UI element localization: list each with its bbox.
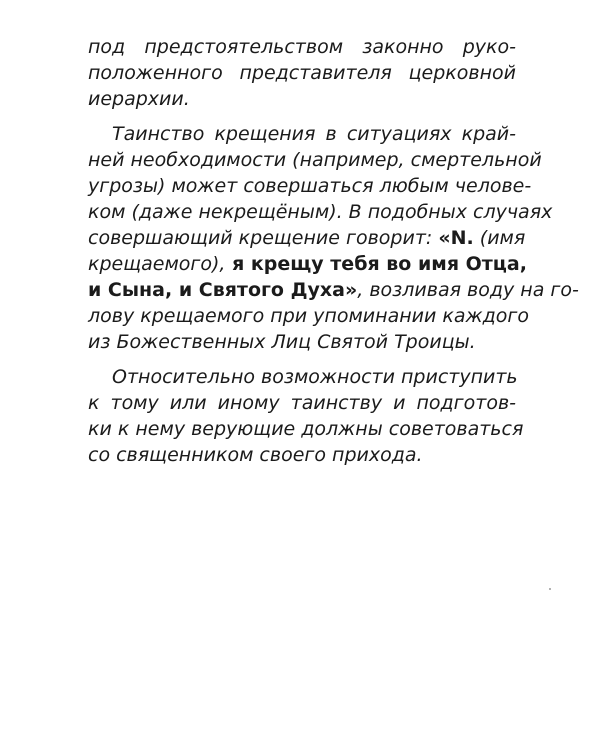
text-line [88,225,526,251]
paragraph-2 [88,121,579,355]
scan-speck [549,588,551,590]
text-fragment: совершающий крещение говорит: [88,227,439,249]
bold-fragment: и Сына, и Святого Духа» [88,279,358,301]
text-line: ки к нему верующие должны советоваться [88,418,524,440]
text-line: из Божественных Лиц Святой Троицы. [88,331,476,353]
bold-fragment: «N. [438,227,474,249]
text-fragment: , возливая воду на го- [357,279,579,301]
text-line: Относительно возможности приступить [112,366,518,388]
text-line: ней необходимости (например, смертельной [88,149,542,171]
text-line: лову крещаемого при упоминании каждого [88,305,529,327]
text-line: иерархии. [88,88,190,110]
text-line: угрозы) может совершаться любым челове- [88,175,532,197]
paragraph-1 [88,34,516,112]
text-line: положенного представителя церковной [88,62,516,84]
page-text [88,34,579,477]
text-line: к тому или иному таинству и подготов- [88,392,516,414]
text-fragment: крещаемого), [88,253,226,275]
text-fragment: (имя [473,227,526,249]
text-line [88,277,579,303]
text-line: под предстоятельством законно руко- [88,36,516,58]
text-line: ком (даже некрещёным). В подобных случаях [88,201,553,223]
text-line: со священником своего прихода. [88,444,423,466]
text-line: Таинство крещения в ситуациях край- [112,123,516,145]
bold-fragment: я крещу тебя во имя Отца, [225,253,527,275]
text-line [88,251,527,277]
paragraph-3 [88,364,524,468]
